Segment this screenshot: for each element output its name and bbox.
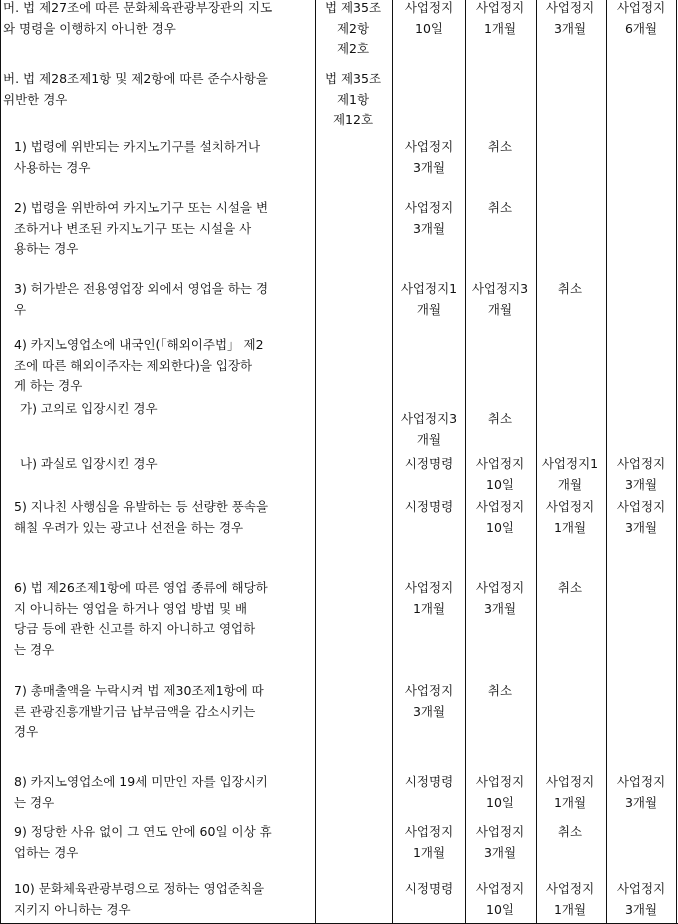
table-border-left — [0, 0, 1, 924]
table-row-basis: 법 제35조 제1항 제12호 — [324, 71, 382, 127]
penalty-3rd: 취소 — [557, 580, 583, 595]
penalty-3rd: 취소 — [557, 281, 583, 296]
table-row-desc: 가) 고의로 입장시킨 경우 — [20, 401, 158, 416]
table-row-desc: 나) 과실로 입장시킨 경우 — [20, 456, 158, 471]
penalty-1st: 사업정지 10일 — [404, 0, 454, 36]
column-divider-penalty-4 — [606, 0, 607, 924]
table-row-desc: 5) 지나친 사행심을 유발하는 등 선량한 풍속을 해칠 우려가 있는 광고나 선전을 하는 경우 — [14, 499, 269, 535]
penalty-1st: 시정명령 — [404, 774, 454, 789]
column-divider-basis — [315, 0, 316, 924]
penalty-2nd: 사업정지 10일 — [475, 774, 525, 810]
penalty-1st: 시정명령 — [404, 456, 454, 471]
penalty-1st: 사업정지3 개월 — [400, 411, 458, 447]
penalty-3rd: 사업정지 1개월 — [545, 881, 595, 917]
table-row-desc: 2) 법령을 위반하여 카지노기구 또는 시설을 변 조하거나 변조된 카지노기구 또는 시설을 사 용하는 경우 — [14, 200, 269, 256]
column-divider-penalty-2 — [465, 0, 466, 924]
penalty-3rd: 사업정지1 개월 — [541, 456, 599, 492]
penalty-4th: 사업정지 6개월 — [616, 0, 666, 36]
penalty-2nd: 사업정지 1개월 — [475, 0, 525, 36]
penalty-2nd: 취소 — [487, 200, 513, 215]
penalty-3rd: 사업정지 1개월 — [545, 774, 595, 810]
table-row-desc: 6) 법 제26조제1항에 따른 영업 종류에 해당하 지 아니하는 영업을 하거나 영업 방법 및 배 당금 등에 관한 신고를 하지 아니하고 영업하 는 경우 — [14, 580, 268, 657]
penalty-1st: 사업정지 3개월 — [404, 200, 454, 236]
penalty-2nd: 취소 — [487, 139, 513, 154]
penalty-2nd: 사업정지 3개월 — [475, 580, 525, 616]
penalty-2nd: 사업정지 10일 — [475, 499, 525, 535]
penalty-1st: 사업정지 3개월 — [404, 683, 454, 719]
penalty-1st: 사업정지1 개월 — [400, 281, 458, 317]
penalty-1st: 사업정지 1개월 — [404, 580, 454, 616]
penalty-2nd: 취소 — [487, 683, 513, 698]
penalty-3rd: 취소 — [557, 824, 583, 839]
penalty-2nd: 사업정지3 개월 — [471, 281, 529, 317]
penalty-1st: 사업정지 3개월 — [404, 139, 454, 175]
penalty-2nd: 취소 — [487, 411, 513, 426]
penalty-2nd: 사업정지 3개월 — [475, 824, 525, 860]
table-row-desc: 10) 문화체육관광부령으로 정하는 영업준칙을 지키지 아니하는 경우 — [14, 881, 265, 917]
table-row-desc: 머. 법 제27조에 따른 문화체육관광부장관의 지도 와 명령을 이행하지 아니한 경우 — [3, 0, 273, 36]
penalty-3rd: 사업정지 3개월 — [545, 0, 595, 36]
table-row-desc: 8) 카지노영업소에 19세 미만인 자를 입장시키 는 경우 — [14, 774, 268, 810]
penalty-2nd: 사업정지 10일 — [475, 881, 525, 917]
penalty-1st: 시정명령 — [404, 499, 454, 514]
table-border-right — [676, 0, 677, 924]
table-row-desc: 7) 총매출액을 누락시켜 법 제30조제1항에 따 른 관광진흥개발기금 납부금액을 감소시키는 경우 — [14, 683, 264, 739]
table-row-desc: 4) 카지노영업소에 내국인(「해외이주법」 제2 조에 따른 해외이주자는 제외한다)을 입장하 게 하는 경우 — [14, 337, 264, 393]
penalty-4th: 사업정지 3개월 — [616, 774, 666, 810]
penalty-3rd: 사업정지 1개월 — [545, 499, 595, 535]
penalty-4th: 사업정지 3개월 — [616, 881, 666, 917]
penalty-1st: 사업정지 1개월 — [404, 824, 454, 860]
penalty-4th: 사업정지 3개월 — [616, 499, 666, 535]
table-row-desc: 9) 정당한 사유 없이 그 연도 안에 60일 이상 휴 업하는 경우 — [14, 824, 272, 860]
table-row-desc: 버. 법 제28조제1항 및 제2항에 따른 준수사항을 위반한 경우 — [3, 71, 268, 107]
penalty-4th: 사업정지 3개월 — [616, 456, 666, 492]
table-row-desc: 1) 법령에 위반되는 카지노기구를 설치하거나 사용하는 경우 — [14, 139, 261, 175]
penalty-1st: 시정명령 — [404, 881, 454, 896]
penalty-2nd: 사업정지 10일 — [475, 456, 525, 492]
table-row-desc: 3) 허가받은 전용영업장 외에서 영업을 하는 경 우 — [14, 281, 269, 317]
table-row-basis: 법 제35조 제2항 제2호 — [324, 0, 382, 56]
column-divider-penalty-1 — [392, 0, 393, 924]
